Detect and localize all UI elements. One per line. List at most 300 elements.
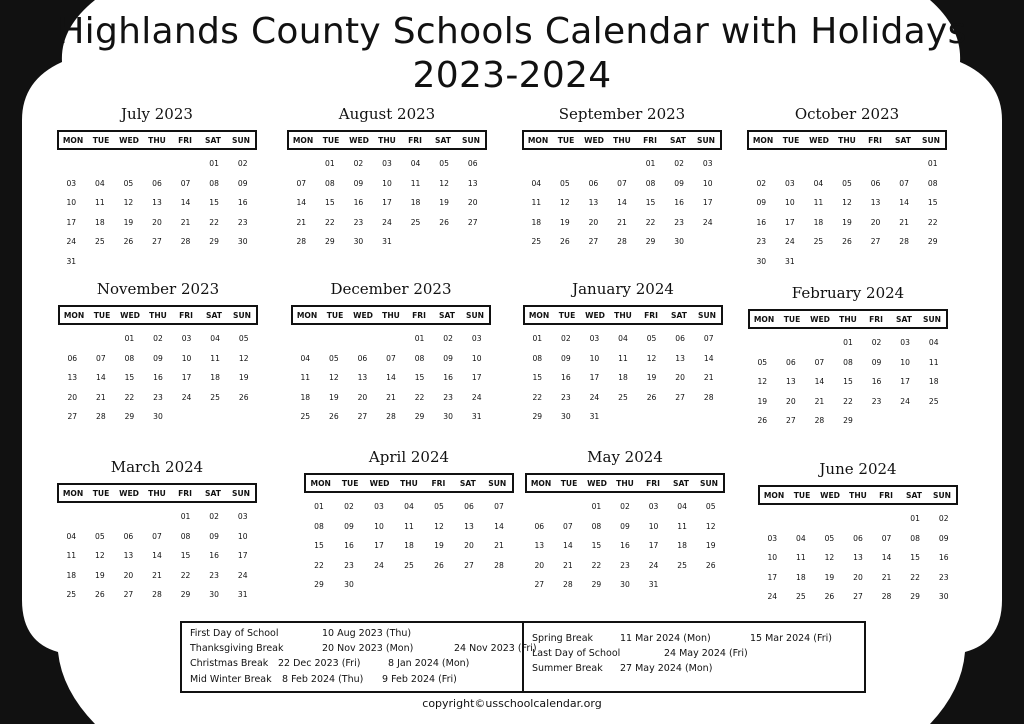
day-cell: 07 xyxy=(180,178,191,188)
day-cell: 27 xyxy=(152,237,162,246)
month-name: March 2024 xyxy=(110,458,204,476)
weekday-label: FRI xyxy=(412,310,426,320)
day-cell: 10 xyxy=(900,357,910,367)
day-cell: 29 xyxy=(180,590,191,599)
day-cell: 23 xyxy=(674,217,684,227)
day-cell: 04 xyxy=(796,533,806,543)
weekday-label: TUE xyxy=(322,135,340,145)
day-cell: 12 xyxy=(646,353,657,363)
weekday-label: THU xyxy=(849,490,867,500)
day-grid xyxy=(758,509,958,607)
weekday-label: SUN xyxy=(232,488,250,498)
weekday-header xyxy=(747,130,947,150)
day-cell: 31 xyxy=(471,412,482,421)
day-cell: 19 xyxy=(123,217,134,227)
day-cell: 28 xyxy=(494,560,504,570)
day-cell: 21 xyxy=(703,373,714,382)
weekday-label: TUE xyxy=(783,314,801,324)
day-cell: 21 xyxy=(494,541,504,550)
weekday-label: SUN xyxy=(697,135,715,145)
legend-start: 8 Feb 2024 (Thu) xyxy=(282,674,364,685)
day-cell: 11 xyxy=(618,353,628,363)
day-cell: 01 xyxy=(591,502,602,511)
page-title-line1: Highlands County Schools Calendar with Holidays xyxy=(57,11,967,52)
day-cell: 13 xyxy=(853,553,863,562)
weekday-label: MON xyxy=(528,310,550,320)
legend-row xyxy=(524,647,864,661)
day-cell: 22 xyxy=(843,396,853,406)
day-cell: 02 xyxy=(674,159,684,168)
legend-row xyxy=(182,657,522,671)
day-grid xyxy=(304,497,514,595)
weekday-label: SAT xyxy=(670,135,686,145)
day-cell: 27 xyxy=(534,580,545,589)
day-cell: 10 xyxy=(382,178,392,188)
weekday-label: FRI xyxy=(869,314,883,324)
month-name: December 2023 xyxy=(330,280,452,298)
day-cell: 28 xyxy=(814,416,825,425)
day-cell: 12 xyxy=(123,198,134,207)
legend-row xyxy=(182,673,522,687)
day-cell: 27 xyxy=(67,412,78,421)
weekday-label: TUE xyxy=(557,135,575,145)
day-cell: 23 xyxy=(561,392,571,402)
weekday-label: TUE xyxy=(326,310,344,320)
day-cell: 26 xyxy=(329,412,339,421)
day-cell: 19 xyxy=(439,198,449,207)
day-cell: 08 xyxy=(124,353,135,363)
day-cell: 16 xyxy=(344,541,354,550)
empty-cell xyxy=(114,507,143,527)
day-cell: 25 xyxy=(66,590,77,599)
month-name: January 2024 xyxy=(572,280,674,298)
empty-cell xyxy=(86,507,115,527)
day-cell: 20 xyxy=(675,373,685,382)
day-cell: 15 xyxy=(124,373,135,382)
empty-cell xyxy=(608,154,637,174)
day-cell: 21 xyxy=(386,392,396,402)
day-cell: 22 xyxy=(124,392,135,402)
day-cell: 25 xyxy=(210,392,220,402)
day-cell: 01 xyxy=(843,338,853,347)
day-cell: 12 xyxy=(757,377,768,386)
day-grid xyxy=(57,154,257,271)
day-cell: 15 xyxy=(180,551,191,560)
legend-start: 27 May 2024 (Mon) xyxy=(620,663,713,674)
day-cell: 16 xyxy=(756,217,767,227)
day-cell: 13 xyxy=(870,198,881,207)
weekday-label: MON xyxy=(753,314,775,324)
day-cell: 30 xyxy=(209,590,219,599)
day-cell: 28 xyxy=(703,392,714,402)
weekday-label: WED xyxy=(120,310,140,320)
empty-cell xyxy=(143,154,172,174)
day-cell: 13 xyxy=(534,541,545,550)
day-cell: 09 xyxy=(620,521,630,531)
day-cell: 08 xyxy=(314,521,324,531)
day-cell: 21 xyxy=(96,392,106,402)
weekday-label: TUE xyxy=(92,488,110,498)
day-cell: 20 xyxy=(534,560,545,570)
day-cell: 12 xyxy=(329,373,339,382)
legend-right-column xyxy=(524,623,864,691)
weekday-label: TUE xyxy=(793,490,811,500)
day-cell: 16 xyxy=(353,198,364,207)
day-cell: 16 xyxy=(674,198,684,207)
day-cell: 03 xyxy=(589,334,600,343)
day-cell: 19 xyxy=(757,396,768,406)
day-cell: 09 xyxy=(674,178,684,188)
day-cell: 23 xyxy=(353,217,364,227)
day-cell: 01 xyxy=(927,159,938,168)
day-cell: 07 xyxy=(881,533,892,543)
day-cell: 19 xyxy=(434,541,444,550)
month-calendar xyxy=(287,104,487,252)
day-grid xyxy=(287,154,487,252)
weekday-label: SUN xyxy=(700,478,718,488)
day-cell: 24 xyxy=(589,392,600,402)
day-cell: 10 xyxy=(589,353,600,363)
empty-cell xyxy=(86,154,115,174)
day-cell: 23 xyxy=(938,572,949,582)
legend-end: 15 Mar 2024 (Fri) xyxy=(750,633,832,644)
empty-cell xyxy=(58,329,87,349)
empty-cell xyxy=(861,154,890,174)
day-cell: 30 xyxy=(620,580,630,589)
weekday-label: MON xyxy=(310,478,331,488)
page-title-line2: 2023-2024 xyxy=(412,55,612,96)
weekday-label: WED xyxy=(809,135,829,145)
day-cell: 29 xyxy=(645,237,656,246)
day-cell: 11 xyxy=(677,521,687,531)
empty-cell xyxy=(320,329,349,349)
day-cell: 05 xyxy=(824,533,835,543)
empty-cell xyxy=(57,154,86,174)
day-cell: 24 xyxy=(374,560,384,570)
weekday-label: THU xyxy=(378,135,396,145)
day-cell: 09 xyxy=(443,353,453,363)
weekday-header xyxy=(525,473,725,493)
day-cell: 10 xyxy=(785,198,795,207)
empty-cell xyxy=(87,329,116,349)
empty-cell xyxy=(291,329,320,349)
day-cell: 20 xyxy=(152,217,162,227)
weekday-label: MON xyxy=(292,135,314,145)
holiday-legend xyxy=(180,621,866,693)
day-cell: 16 xyxy=(871,377,882,386)
legend-left-column xyxy=(182,623,537,691)
day-cell: 24 xyxy=(702,217,713,227)
empty-cell xyxy=(579,154,608,174)
day-cell: 05 xyxy=(560,178,570,188)
day-cell: 19 xyxy=(646,373,657,382)
legend-label: Thanksgiving Break xyxy=(190,643,284,654)
weekday-label: FRI xyxy=(643,135,657,145)
day-cell: 22 xyxy=(591,560,602,570)
empty-cell xyxy=(748,333,777,353)
weekday-label: FRI xyxy=(646,478,660,488)
weekday-header xyxy=(758,485,958,505)
day-cell: 22 xyxy=(414,392,425,402)
day-cell: 26 xyxy=(238,392,249,402)
empty-cell xyxy=(287,154,316,174)
weekday-label: TUE xyxy=(93,310,111,320)
day-cell: 14 xyxy=(386,373,396,382)
day-cell: 10 xyxy=(237,531,248,541)
day-cell: 08 xyxy=(645,178,656,188)
day-cell: 13 xyxy=(786,377,796,386)
day-cell: 08 xyxy=(209,178,219,188)
day-cell: 26 xyxy=(757,416,768,425)
day-cell: 13 xyxy=(588,198,599,207)
day-cell: 08 xyxy=(591,521,602,531)
day-cell: 03 xyxy=(66,178,77,188)
day-cell: 22 xyxy=(325,217,335,227)
empty-cell xyxy=(833,154,862,174)
legend-start: 10 Aug 2023 (Thu) xyxy=(322,628,412,639)
weekday-header xyxy=(748,309,948,329)
day-cell: 04 xyxy=(300,353,311,363)
weekday-label: MON xyxy=(752,135,774,145)
weekday-label: TUE xyxy=(558,310,576,320)
month-calendar xyxy=(57,457,257,605)
legend-label: Spring Break xyxy=(532,633,594,644)
legend-label: First Day of School xyxy=(190,628,279,639)
day-cell: 17 xyxy=(767,572,778,582)
day-cell: 14 xyxy=(899,198,909,207)
day-cell: 28 xyxy=(617,237,627,246)
weekday-label: SAT xyxy=(906,490,922,500)
day-cell: 04 xyxy=(66,531,77,541)
day-cell: 10 xyxy=(702,178,713,188)
weekday-label: MON xyxy=(527,135,549,145)
day-cell: 26 xyxy=(439,217,449,227)
day-cell: 14 xyxy=(563,541,573,550)
day-cell: 05 xyxy=(329,353,339,363)
day-cell: 31 xyxy=(382,237,392,246)
day-cell: 17 xyxy=(237,551,248,560)
weekday-header xyxy=(287,130,487,150)
day-cell: 11 xyxy=(95,198,105,207)
day-cell: 11 xyxy=(404,521,414,531)
empty-cell xyxy=(805,333,834,353)
legend-end: 9 Feb 2024 (Fri) xyxy=(382,674,457,685)
day-cell: 13 xyxy=(123,551,134,560)
day-cell: 07 xyxy=(386,353,396,363)
weekday-header xyxy=(291,305,491,325)
legend-label: Last Day of School xyxy=(532,648,621,659)
weekday-label: FRI xyxy=(179,310,193,320)
day-cell: 05 xyxy=(842,178,852,188)
day-cell: 20 xyxy=(786,396,796,406)
weekday-label: FRI xyxy=(408,135,422,145)
day-cell: 14 xyxy=(152,551,162,560)
day-cell: 09 xyxy=(209,531,219,541)
day-cell: 15 xyxy=(927,198,938,207)
day-cell: 15 xyxy=(314,541,324,550)
day-cell: 27 xyxy=(467,217,478,227)
day-cell: 22 xyxy=(180,570,191,580)
weekday-label: WED xyxy=(353,310,373,320)
month-calendar xyxy=(522,104,722,252)
day-cell: 24 xyxy=(181,392,192,402)
day-cell: 14 xyxy=(494,521,504,531)
day-cell: 31 xyxy=(785,256,795,266)
day-cell: 16 xyxy=(153,373,163,382)
empty-cell xyxy=(804,154,833,174)
day-cell: 07 xyxy=(617,178,627,188)
day-cell: 09 xyxy=(353,178,364,188)
day-cell: 29 xyxy=(910,592,920,601)
day-cell: 20 xyxy=(123,570,134,580)
day-cell: 31 xyxy=(66,256,77,266)
day-cell: 09 xyxy=(561,353,571,363)
day-cell: 19 xyxy=(560,217,570,227)
day-cell: 05 xyxy=(238,334,249,343)
day-cell: 01 xyxy=(414,334,425,343)
day-cell: 15 xyxy=(910,553,920,562)
day-cell: 28 xyxy=(386,412,396,421)
day-cell: 04 xyxy=(677,502,687,511)
day-grid xyxy=(291,329,491,427)
weekday-label: WED xyxy=(820,490,840,500)
weekday-label: SUN xyxy=(698,310,716,320)
day-cell: 06 xyxy=(152,178,162,188)
day-cell: 26 xyxy=(434,560,444,570)
month-name: May 2024 xyxy=(587,448,663,466)
day-cell: 13 xyxy=(357,373,368,382)
empty-cell xyxy=(57,507,86,527)
weekday-label: TUE xyxy=(341,478,359,488)
weekday-label: THU xyxy=(382,310,400,320)
day-cell: 28 xyxy=(96,412,106,421)
day-cell: 09 xyxy=(871,357,882,367)
weekday-label: SAT xyxy=(459,478,476,488)
day-cell: 10 xyxy=(66,198,77,207)
month-calendar xyxy=(523,279,723,427)
day-cell: 03 xyxy=(181,334,192,343)
day-cell: 03 xyxy=(374,502,384,511)
day-cell: 24 xyxy=(785,237,795,246)
day-cell: 29 xyxy=(927,237,938,246)
day-cell: 24 xyxy=(767,592,778,601)
day-cell: 08 xyxy=(843,357,853,367)
day-cell: 29 xyxy=(532,412,543,421)
day-cell: 30 xyxy=(443,412,453,421)
month-calendar xyxy=(748,283,948,431)
day-cell: 01 xyxy=(325,159,335,168)
day-cell: 21 xyxy=(180,217,191,227)
day-cell: 30 xyxy=(938,592,949,601)
day-cell: 17 xyxy=(374,541,384,550)
month-name: November 2023 xyxy=(96,280,220,298)
day-cell: 09 xyxy=(237,178,248,188)
weekday-label: SAT xyxy=(671,310,687,320)
day-cell: 04 xyxy=(813,178,824,188)
day-cell: 20 xyxy=(588,217,599,227)
day-cell: 30 xyxy=(344,580,354,589)
empty-cell xyxy=(114,154,143,174)
legend-start: 24 May 2024 (Fri) xyxy=(664,648,748,659)
day-cell: 26 xyxy=(560,237,570,246)
legend-row xyxy=(524,662,864,676)
weekday-label: WED xyxy=(349,135,369,145)
month-calendar xyxy=(304,447,514,595)
day-cell: 19 xyxy=(329,392,339,402)
day-cell: 25 xyxy=(300,412,311,421)
weekday-label: SAT xyxy=(205,135,221,145)
day-cell: 17 xyxy=(589,373,600,382)
day-cell: 12 xyxy=(842,198,852,207)
weekday-label: THU xyxy=(148,488,166,498)
day-cell: 08 xyxy=(910,533,920,543)
empty-cell xyxy=(872,509,901,529)
day-cell: 10 xyxy=(181,353,192,363)
day-cell: 07 xyxy=(152,531,162,541)
day-cell: 03 xyxy=(471,334,482,343)
day-grid xyxy=(747,154,947,271)
month-name: June 2024 xyxy=(819,460,897,478)
day-cell: 05 xyxy=(123,178,134,188)
weekday-label: MON xyxy=(62,488,84,498)
day-cell: 17 xyxy=(900,377,910,386)
day-cell: 06 xyxy=(675,334,685,343)
day-cell: 07 xyxy=(296,178,307,188)
weekday-label: THU xyxy=(838,135,856,145)
day-cell: 22 xyxy=(209,217,219,227)
day-cell: 27 xyxy=(675,392,685,402)
weekday-label: THU xyxy=(149,310,167,320)
empty-cell xyxy=(777,333,806,353)
month-name: October 2023 xyxy=(794,105,900,123)
day-cell: 08 xyxy=(414,353,425,363)
day-cell: 06 xyxy=(67,353,78,363)
day-cell: 12 xyxy=(238,353,249,363)
day-cell: 04 xyxy=(928,338,939,347)
weekday-label: MON xyxy=(62,135,84,145)
weekday-label: THU xyxy=(400,478,418,488)
day-cell: 24 xyxy=(237,570,248,580)
day-grid xyxy=(525,497,725,595)
day-cell: 29 xyxy=(414,412,425,421)
day-cell: 18 xyxy=(404,541,414,550)
day-cell: 16 xyxy=(237,198,248,207)
day-cell: 06 xyxy=(467,159,478,168)
empty-cell xyxy=(815,509,844,529)
weekday-label: SAT xyxy=(673,478,689,488)
day-cell: 15 xyxy=(591,541,602,550)
day-cell: 02 xyxy=(756,178,767,188)
day-cell: 16 xyxy=(443,373,453,382)
day-cell: 18 xyxy=(300,392,311,402)
day-cell: 26 xyxy=(123,237,134,246)
day-cell: 06 xyxy=(357,353,368,363)
day-cell: 10 xyxy=(648,521,659,531)
day-cell: 03 xyxy=(767,533,778,543)
day-cell: 03 xyxy=(648,502,659,511)
day-cell: 22 xyxy=(910,572,920,582)
day-grid xyxy=(522,154,722,252)
day-cell: 19 xyxy=(842,217,852,227)
copyright-text: copyright©usschoolcalendar.org xyxy=(422,697,602,710)
day-cell: 18 xyxy=(531,217,542,227)
day-cell: 25 xyxy=(796,592,806,601)
day-cell: 07 xyxy=(96,353,106,363)
day-cell: 12 xyxy=(560,198,570,207)
day-cell: 13 xyxy=(67,373,78,382)
day-cell: 30 xyxy=(153,412,163,421)
day-cell: 24 xyxy=(382,217,392,227)
